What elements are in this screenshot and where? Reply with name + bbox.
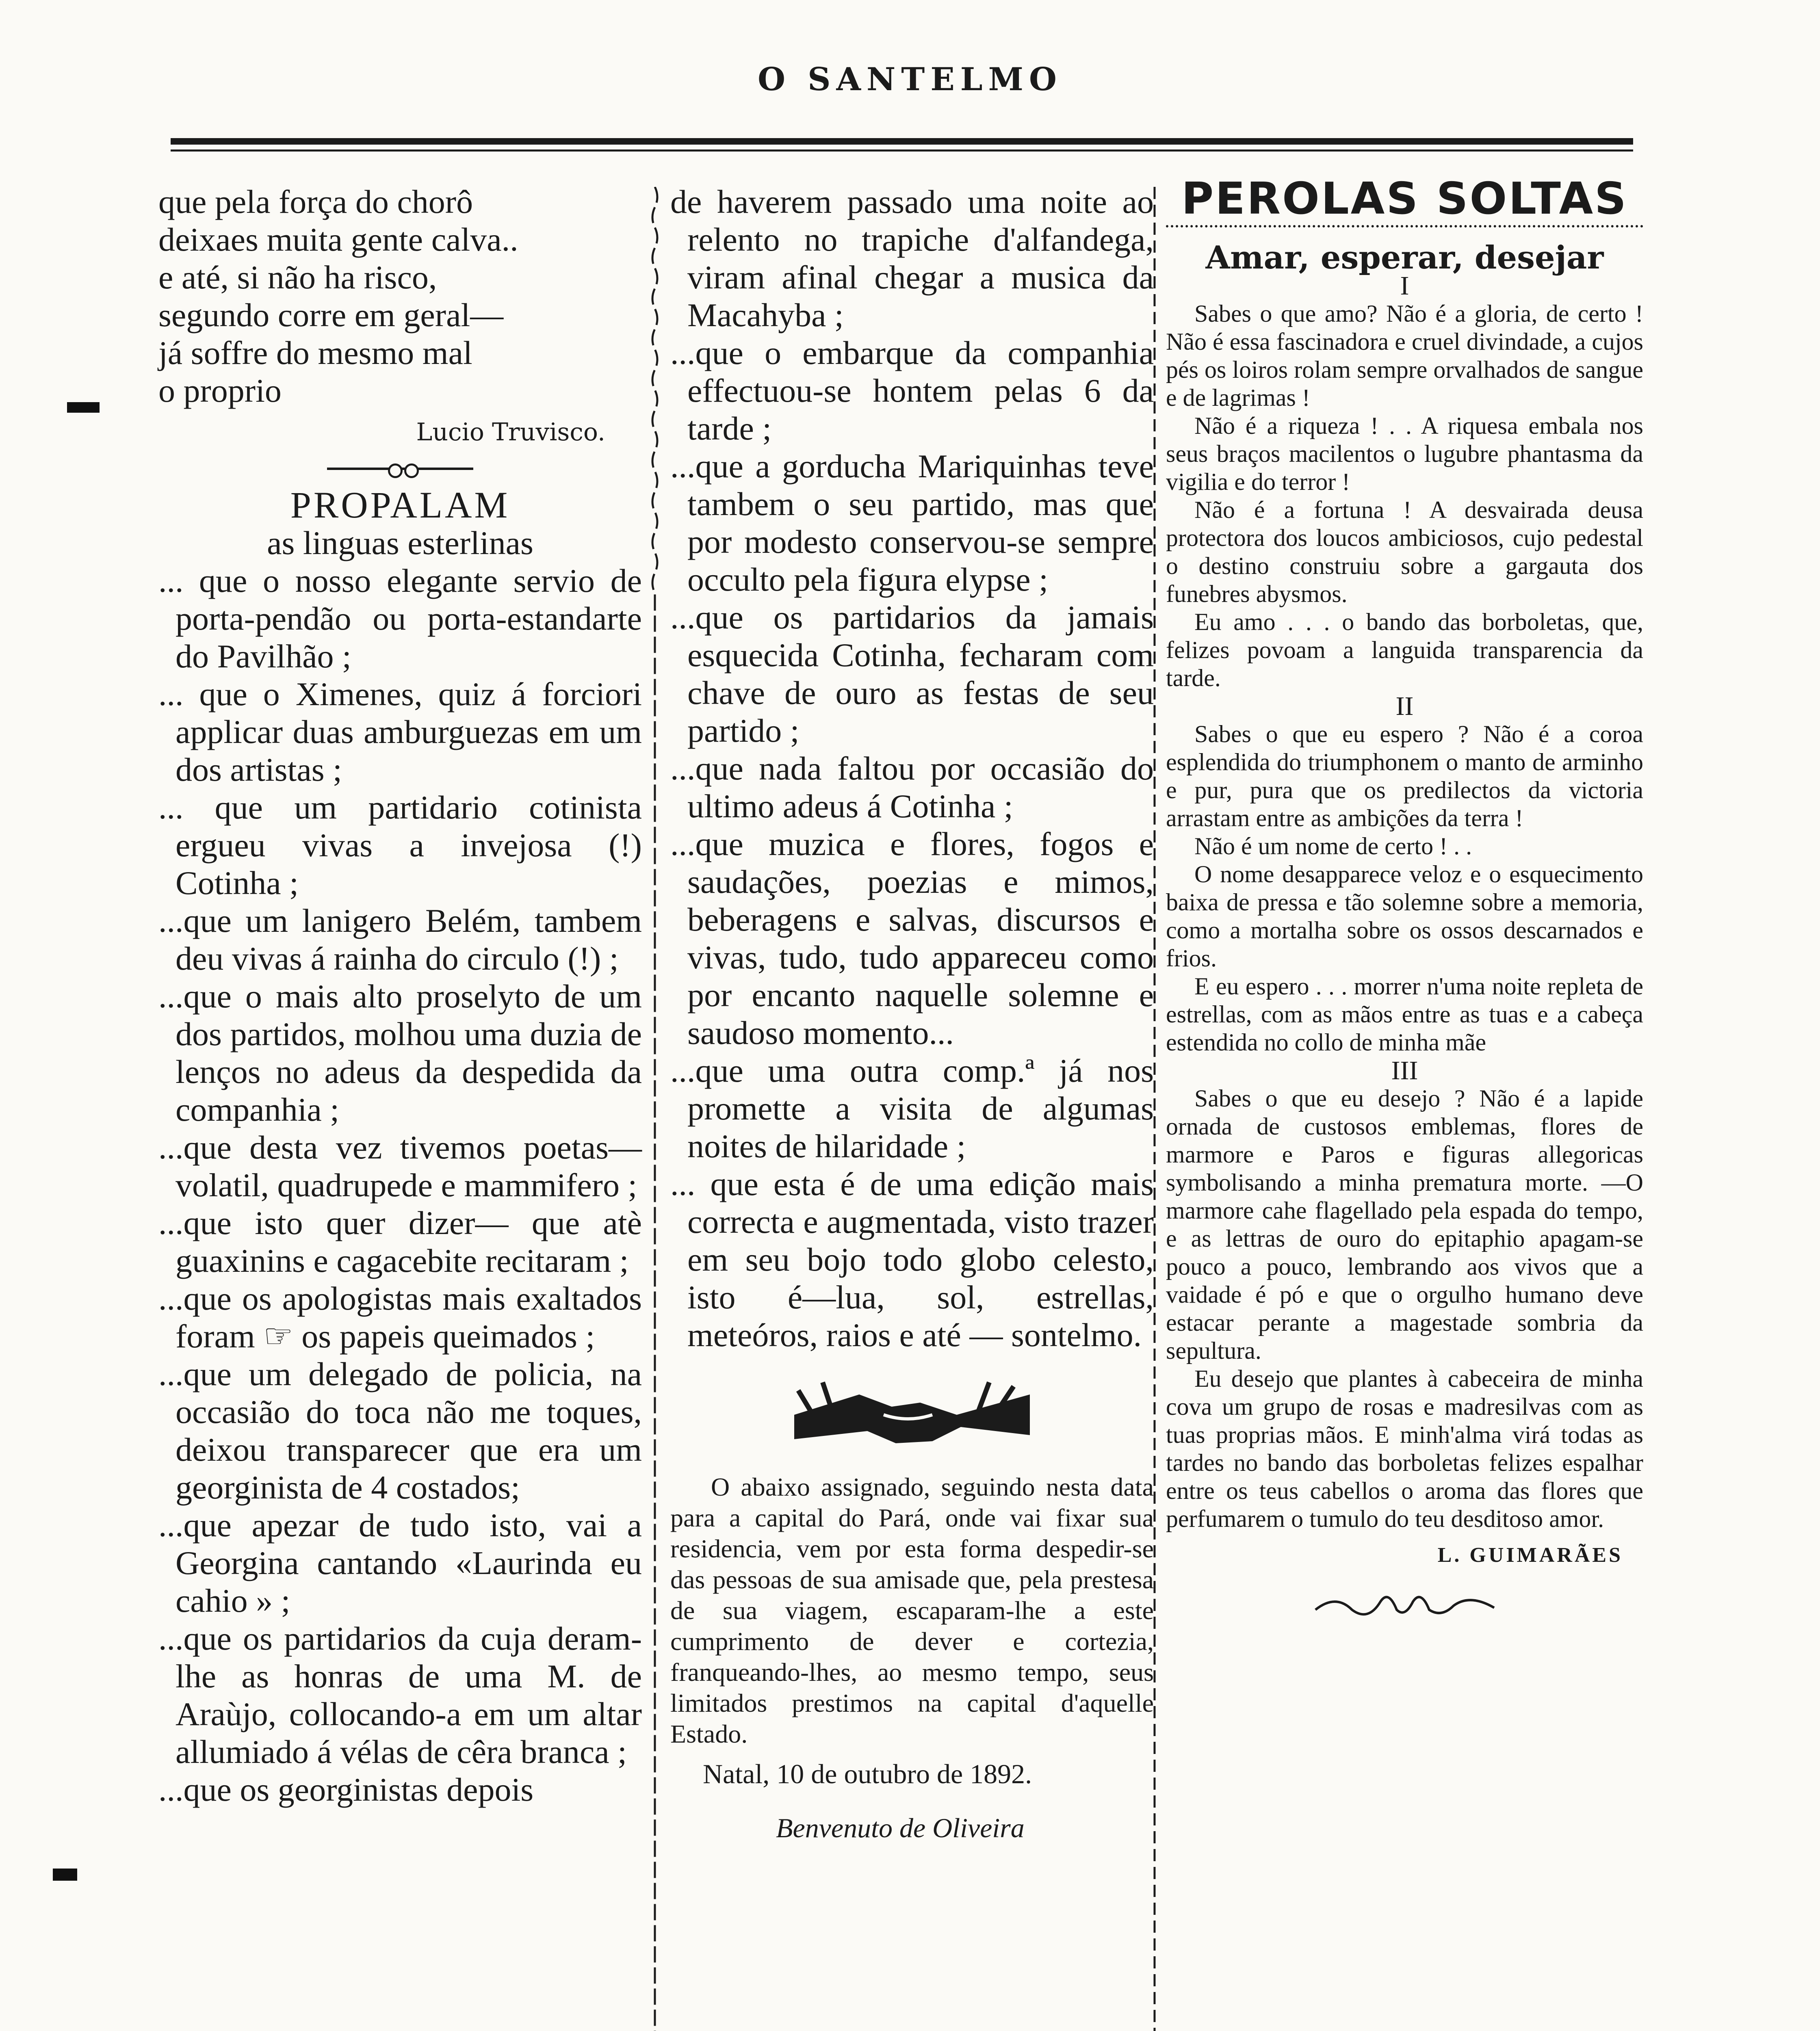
poem-line: deixaes muita gente calva.. xyxy=(158,221,518,258)
list-item: ...que nada faltou por occasião do ultimo adeus á Cotinha ; xyxy=(670,750,1154,825)
list-item: ...que os partidarios da jamais esquecida Cotinha, fecharam com chave de ouro as festas de seu partido ; xyxy=(670,599,1154,749)
poem-line: que pela força do chorô xyxy=(158,183,473,220)
list-item: de haverem passado uma noite ao relento no trapiche d'alfandega, viram afinal chegar a musica da Macahyba ; xyxy=(670,183,1154,333)
right-column xyxy=(1166,173,1643,1622)
margin-mark xyxy=(67,402,100,413)
list-item: ...que desta vez tivemos poetas—volatil, quadrupede e mammifero ; xyxy=(158,1129,642,1204)
paragraph: Eu amo . . . o bando das borboletas, que, felizes povoam a languida transparencia da tarde. xyxy=(1166,608,1643,691)
notice-author: Benvenuto de Oliveira xyxy=(776,1812,1025,1843)
poem-line: já soffre do mesmo mal xyxy=(158,334,472,371)
article-subtitle: Amar, esperar, desejar xyxy=(1205,239,1604,276)
paragraph: Sabes o que amo? Não é a gloria, de certo ! Não é essa fascinadora e cruel divindade, a cujos pés os loiros rolam sempre orvalhados de sangue e de lagrimas ! xyxy=(1166,300,1643,411)
list-item: ...que um delegado de policia, na occasião do toca não me toques, deixou transparecer que era um georginista de 4 costados; xyxy=(158,1355,642,1506)
handshake-icon xyxy=(786,1366,1038,1459)
farewell-notice: O abaixo assignado, seguindo nesta data para a capital do Pará, onde vai fixar sua residencia, vem por esta forma despedir-se das pessoas de sua amisade que, pela prestesa de sua viagem, escaparam-lhe a este cumprimento de dever e cortezia, franqueando-lhes, ao mesmo tempo, seus limitados prestimos na capital d'aquelle Estado. xyxy=(670,1472,1154,1748)
poem-line: e até, si não ha risco, xyxy=(158,259,437,296)
flourish-ornament xyxy=(1311,1585,1498,1622)
margin-mark xyxy=(53,1869,77,1881)
section-subtitle: as linguas esterlinas xyxy=(267,524,533,561)
paragraph: Não é um nome de certo ! . . xyxy=(1194,833,1472,860)
column-divider-left xyxy=(650,187,660,2031)
list-item: ...que a gorducha Mariquinhas teve tambem o seu partido, mas que por modesto conservou-se sempre occulto pela figura elypse ; xyxy=(670,448,1154,598)
paragraph: O nome desapparece veloz e o esquecimento baixa de pressa e tão solemne sobre a memoria, como a mortalha sobre os ossos descarnados e frios. xyxy=(1166,861,1643,972)
list-item: ...que isto quer dizer— que atè guaxinins e cagacebite recitaram ; xyxy=(158,1204,642,1279)
list-item: ... que o Ximenes, quiz á forciori applicar duas amburguezas em um dos artistas ; xyxy=(158,676,642,788)
list-item: ... que o nosso elegante servio de porta-pendão ou porta-estandarte do Pavilhão ; xyxy=(158,562,642,675)
poem-line: segundo corre em geral— xyxy=(158,297,504,333)
dateline: Natal, 10 de outubro de 1892. xyxy=(703,1758,1032,1789)
list-item: ...que um lanigero Belém, tambem deu vivas á rainha do circulo (!) ; xyxy=(158,902,642,977)
list-item: ...que os partidarios da cuja deram-lhe as honras de uma M. de Araùjo, collocando-a em um altar allumiado á vélas de cêra branca ; xyxy=(158,1620,642,1770)
paragraph: Sabes o que eu desejo ? Não é a lapide ornada de custosos emblemas, flores de marmore e Paros e figuras allegoricas symbolisando a minha prematura morte. —O marmore cahe flagellado pela espada do tempo, e as lettras de ouro do epitaphio apagam-se pouco a pouco, lembrando aos vivos que a vaidade é pó e que o orgulho humano deve estacar perante a magestade sombria da sepultura. xyxy=(1166,1085,1643,1364)
article-title: PEROLAS SOLTAS xyxy=(1181,173,1628,224)
section-numeral: II xyxy=(1395,691,1414,721)
list-item: ...que os apologistas mais exaltados foram ☞ os papeis queimados ; xyxy=(158,1280,642,1355)
left-column xyxy=(158,183,642,1808)
section-numeral: I xyxy=(1400,271,1409,301)
masthead-rule-thin xyxy=(171,149,1633,152)
middle-column xyxy=(670,183,1154,1847)
paragraph: Sabes o que eu espero ? Não é a coroa esplendida do triumphonem o manto de arminho e pur, pura que os predilectos da victoria arrastam entre as ambições da terra ! xyxy=(1166,721,1643,831)
dotted-divider xyxy=(1166,225,1643,227)
list-item: ...que uma outra comp.ª já nos promette a visita de algumas noites de hilaridade ; xyxy=(670,1052,1154,1165)
list-item: ...que muzica e flores, fogos e saudações, poezias e mimos, beberagens e salvas, discursos e vivas, tudo, tudo appareceu como por encanto naquelle solemne e saudoso momento... xyxy=(670,825,1154,1051)
paragraph: Não é a fortuna ! A desvairada deusa protectora dos loucos ambiciosos, cujo pedestal o destino construiu sobre a gargauta dos funebres abysmos. xyxy=(1166,496,1643,607)
masthead: O SANTELMO xyxy=(758,61,1062,98)
article-signature: L. GUIMARÃES xyxy=(1437,1544,1623,1567)
list-item: ...que os georginistas depois xyxy=(158,1771,534,1808)
poem-author: Lucio Truvisco. xyxy=(416,418,605,446)
section-title: PROPALAM xyxy=(290,484,510,526)
poem-line: o proprio xyxy=(158,372,282,409)
ornament-divider xyxy=(327,468,473,470)
masthead-rule-thick xyxy=(171,138,1633,145)
list-item: ...que o embarque da companhia effectuou-se hontem pelas 6 da tarde ; xyxy=(670,334,1154,447)
paragraph: E eu espero . . . morrer n'uma noite repleta de estrellas, com as mãos entre as tuas e a cabeça estendida no collo de minha mãe xyxy=(1166,973,1643,1056)
paragraph: Eu desejo que plantes à cabeceira de minha cova um grupo de rosas e madresilvas com as tuas proprias mãos. E minh'alma virá todas as tardes no bando das borboletas felizes espalhar entre os teus cabellos o aroma das flores que perfumarem o tumulo do teu desditoso amor. xyxy=(1166,1365,1643,1532)
list-item: ...que apezar de tudo isto, vai a Georgina cantando «Laurinda eu cahio » ; xyxy=(158,1507,642,1619)
list-item: ... que esta é de uma edição mais correcta e augmentada, visto trazer em seu bojo todo globo celesto, isto é—lua, sol, estrellas, meteóros, raios e até — sontelmo. xyxy=(670,1165,1154,1353)
section-numeral: III xyxy=(1391,1056,1418,1085)
list-item: ...que o mais alto proselyto de um dos partidos, molhou uma duzia de lenços no adeus da despedida da companhia ; xyxy=(158,978,642,1128)
list-item: ... que um partidario cotinista ergueu vivas a invejosa (!) Cotinha ; xyxy=(158,789,642,901)
paragraph: Não é a riqueza ! . . A riquesa embala nos seus braços macilentos o lugubre phantasma da vigilia e do terror ! xyxy=(1166,412,1643,495)
